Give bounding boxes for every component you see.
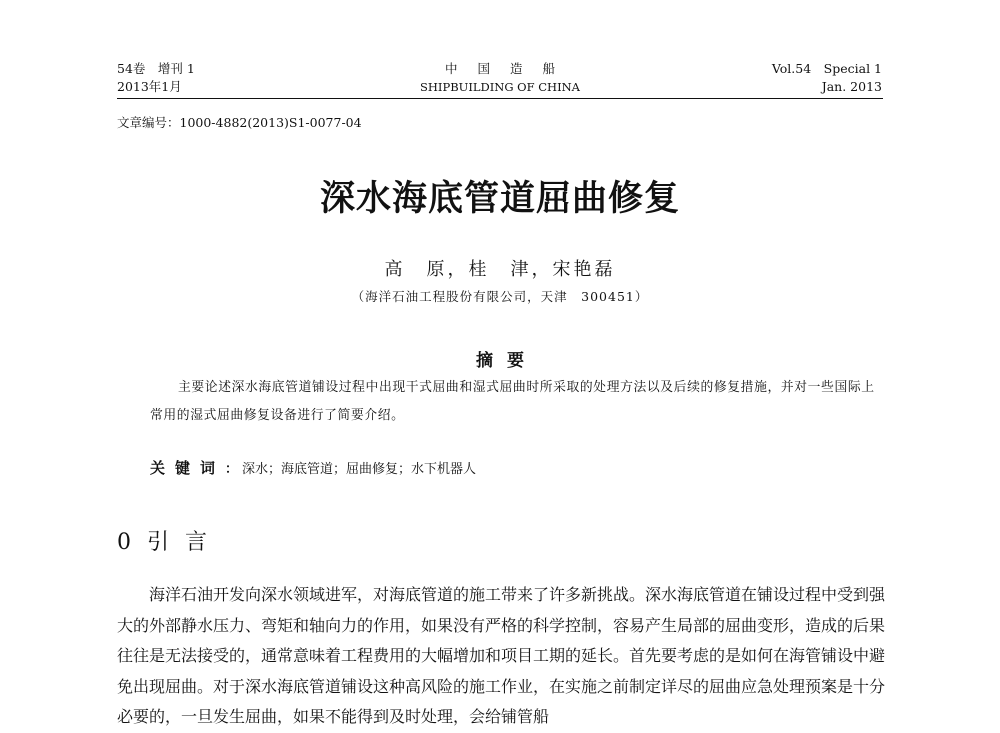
header-date-en: Jan. 2013 xyxy=(821,79,882,94)
header-volume-info-en xyxy=(772,60,882,96)
section-title: 引言 xyxy=(147,530,224,555)
abstract-heading: 摘要 xyxy=(476,351,538,371)
header-volume: 54卷 增刊 1 xyxy=(117,61,195,76)
article-number: 文章编号：1000-4882(2013)S1-0077-04 xyxy=(117,115,362,130)
section-heading xyxy=(117,525,223,556)
journal-name-cn: 中国造船 xyxy=(444,61,575,76)
abstract-text: 主要论述深水海底管道铺设过程中出现干式屈曲和湿式屈曲时所采取的处理方法以及后续的修复措施，并对一些国际上常用的湿式屈曲修复设备进行了简要介绍。 xyxy=(150,380,875,423)
keywords-value: 深水；海底管道；屈曲修复；水下机器人 xyxy=(242,462,477,477)
keywords-label: 关键词 xyxy=(150,459,226,477)
header-volume-en: Vol.54 Special 1 xyxy=(771,61,882,76)
keywords xyxy=(150,457,476,478)
keywords-colon: ： xyxy=(225,462,239,477)
journal-name-en: SHIPBUILDING OF CHINA xyxy=(420,80,580,94)
body-paragraph: 海洋石油开发向深水领域进军，对海底管道的施工带来了许多新挑战。深水海底管道在铺设过程中受到强大的外部静水压力、弯矩和轴向力的作用，如果没有严格的科学控制，容易产生局部的屈曲变形，造成的后果往往是无法接受的，通常意味着工程费用的大幅增加和项目工期的延长。首先要考虑的是如何在海管铺设中避免出现屈曲。对于深水海底管道铺设这种高风险的施工作业，在实施之前制定详尽的屈曲应急处理预案是十分必要的，一旦发生屈曲，如果不能得到及时处理，会给铺管船 xyxy=(117,585,886,726)
authors: 高 原，桂 津，宋艳磊 xyxy=(384,259,616,280)
paper-title: 深水海底管道屈曲修复 xyxy=(319,179,680,219)
section-number: 0 xyxy=(117,530,131,555)
affiliation: （海洋石油工程股份有限公司，天津 300451） xyxy=(351,289,649,304)
header-date: 2013年1月 xyxy=(117,79,182,94)
header-divider xyxy=(117,98,883,99)
